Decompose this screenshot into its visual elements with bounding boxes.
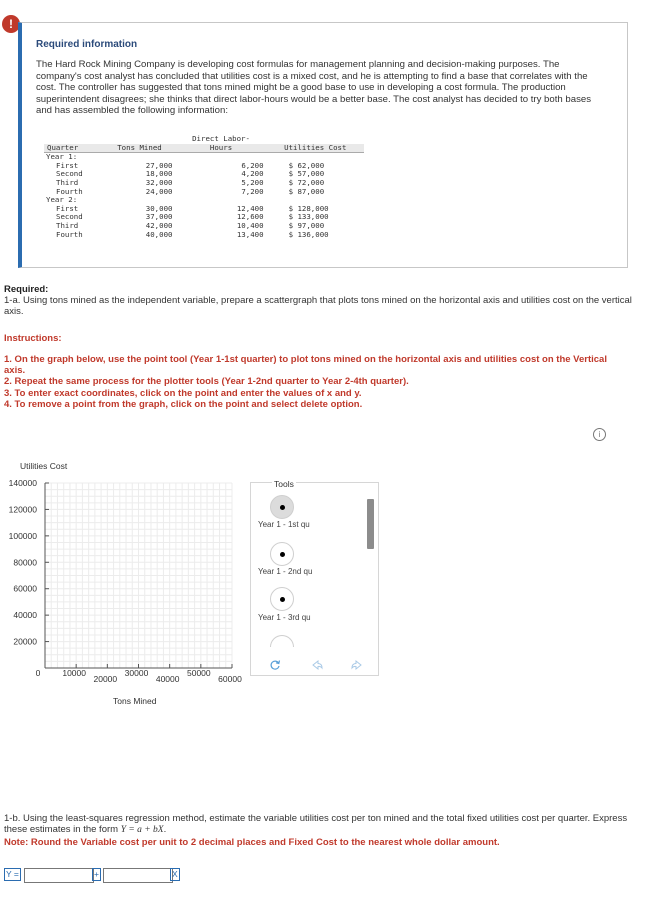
undo-icon[interactable] (311, 659, 323, 671)
table-cell: Second (56, 169, 83, 179)
point-tool-year1-q1[interactable] (270, 495, 294, 519)
table-cell: $ 87,000 (288, 186, 325, 196)
x-tick-label: 10000 (62, 668, 86, 678)
variable-cost-input[interactable] (103, 868, 173, 883)
table-cell: 4,200 (241, 169, 264, 179)
table-cell: $ 133,000 (288, 212, 329, 222)
info-title: Required information (36, 39, 138, 50)
x-tick-label: 50000 (187, 668, 211, 678)
point-icon (280, 505, 285, 510)
table-cell: 6,200 (241, 160, 264, 170)
x-tick-label: 30000 (124, 668, 149, 678)
x-label: X (172, 869, 178, 879)
table-row (44, 188, 364, 197)
table-row (44, 231, 364, 240)
table-cell: First (56, 203, 79, 213)
instruction-item: 1. On the graph below, use the point tool (Year 1-1st quarter) to plot tons mined on the horizontal axis and utilities cost on the Vertical axis. (4, 354, 607, 377)
part-1a-text: 1-a. Using tons mined as the independent variable, prepare a scattergraph that plots tons mined on the horizontal axis and utilities cost on the vertical axis. (4, 295, 632, 317)
fixed-cost-input[interactable] (24, 868, 94, 883)
table-cell: 18,000 (145, 169, 173, 179)
table-cell: 37,000 (145, 212, 173, 222)
point-tool-year1-q2[interactable] (270, 542, 294, 566)
tools-panel (250, 479, 379, 676)
table-cell: $ 136,000 (288, 229, 329, 239)
y-equals-label: Y = (6, 869, 19, 879)
table-cell: First (56, 160, 79, 170)
tool-actions (269, 659, 364, 673)
chart-y-axis-label: Utilities Cost (20, 461, 68, 471)
table-cell: 24,000 (145, 186, 173, 196)
cost-data-table (44, 135, 364, 239)
y-tick-label: 80000 (13, 557, 37, 568)
instruction-item: 2. Repeat the same process for the plotter tools (Year 1-2nd quarter to Year 2-4th quarter). (4, 376, 409, 388)
column-header-tons-mined: Tons Mined (103, 144, 175, 153)
point-icon (280, 552, 285, 557)
instruction-item: 4. To remove a point from the graph, click on the point and select delete option. (4, 398, 363, 410)
y-tick-label: 100000 (8, 530, 37, 541)
y-tick-label: 120000 (8, 504, 37, 515)
table-cell: Second (56, 212, 83, 222)
info-paragraph: The Hard Rock Mining Company is developing cost formulas for management planning and decision-making purposes. The company's cost analyst has concluded that utilities cost is a mixed cost, and he is attempting to find a base that correlates with the cost. The controller has suggested that tons mined might be a good base to use in developing a cost formula. The production superintendent disagrees; she thinks that direct labor-hours would be a better base. The cost analyst has decided to try both bases and has assembled the following information: (36, 59, 591, 116)
x-tick-label: 20000 (93, 674, 118, 684)
table-header-top: Direct Labor- (192, 134, 250, 143)
required-heading: Required: (4, 284, 49, 295)
table-cell: 42,000 (145, 220, 173, 230)
redo-icon[interactable] (351, 659, 363, 671)
instruction-item: 3. To enter exact coordinates, click on the point and enter the values of x and y. (4, 387, 362, 399)
column-header-quarter: Quarter (44, 144, 103, 153)
column-header-labor-hours: Hours (175, 144, 266, 153)
table-cell: 40,000 (145, 229, 173, 239)
tool-label: Year 1 - 2nd qu (258, 567, 313, 576)
y-tick-label: 20000 (13, 636, 37, 647)
table-cell: $ 97,000 (288, 220, 325, 230)
table-cell: Fourth (56, 186, 83, 196)
table-cell: 27,000 (145, 160, 173, 170)
required-information-panel (18, 22, 628, 268)
table-cell: 12,400 (236, 203, 264, 213)
table-cell: 12,600 (236, 212, 264, 222)
point-icon (280, 597, 285, 602)
table-cell: 13,400 (236, 229, 264, 239)
tool-label: Year 1 - 1st qu (258, 520, 310, 529)
table-cell: $ 62,000 (288, 160, 325, 170)
table-cell: 7,200 (241, 186, 264, 196)
table-cell: 32,000 (145, 177, 173, 187)
x-tick-label: 40000 (155, 674, 180, 684)
table-cell: 30,000 (145, 203, 173, 213)
chart-x-axis-label: Tons Mined (113, 696, 157, 706)
table-cell: 10,400 (236, 220, 264, 230)
part-1b-sentence-end: . (163, 824, 167, 835)
table-cell: Fourth (56, 229, 83, 239)
instructions-heading: Instructions: (4, 333, 62, 344)
regression-equation-row (4, 868, 179, 881)
tools-scrollbar[interactable] (367, 499, 374, 549)
rounding-note: Note: Round the Variable cost per unit to 2 decimal places and Fixed Cost to the nearest whole dollar amount. (4, 837, 500, 848)
year-label: Year 2: (46, 195, 78, 205)
y-tick-label: 60000 (13, 583, 37, 594)
table-cell: $ 57,000 (288, 169, 325, 179)
plus-label: + (94, 869, 99, 879)
reset-icon[interactable] (269, 659, 281, 671)
x-tick-label: 60000 (218, 674, 242, 684)
year-label: Year 1: (46, 152, 78, 162)
table-cell: $ 72,000 (288, 177, 325, 187)
table-cell: Third (56, 220, 79, 230)
formula: Y = a + bX (120, 825, 164, 835)
point-tool-year1-q4-partial[interactable] (270, 635, 294, 647)
point-tool-year1-q3[interactable] (270, 587, 294, 611)
part-1b-text (4, 813, 644, 836)
column-header-utilities-cost: Utilities Cost (267, 144, 364, 153)
tool-label: Year 1 - 3rd qu (258, 613, 311, 622)
required-section (4, 284, 644, 317)
instructions-list (4, 354, 624, 410)
alert-icon: ! (2, 15, 20, 33)
table-cell: Third (56, 177, 79, 187)
y-tick-label: 40000 (13, 610, 37, 621)
tools-title: Tools (274, 479, 294, 489)
table-cell: 5,200 (241, 177, 264, 187)
table-cell: $ 128,000 (288, 203, 329, 213)
part-1b-sentence: 1-b. Using the least-squares regression method, estimate the variable utilities cost per ton mined and the total fixed utilities cost per quarter. Express these estimates in the form (4, 813, 628, 835)
y-tick-label: 140000 (8, 478, 37, 488)
info-icon[interactable]: i (593, 428, 606, 441)
origin-label: 0 (35, 668, 41, 678)
